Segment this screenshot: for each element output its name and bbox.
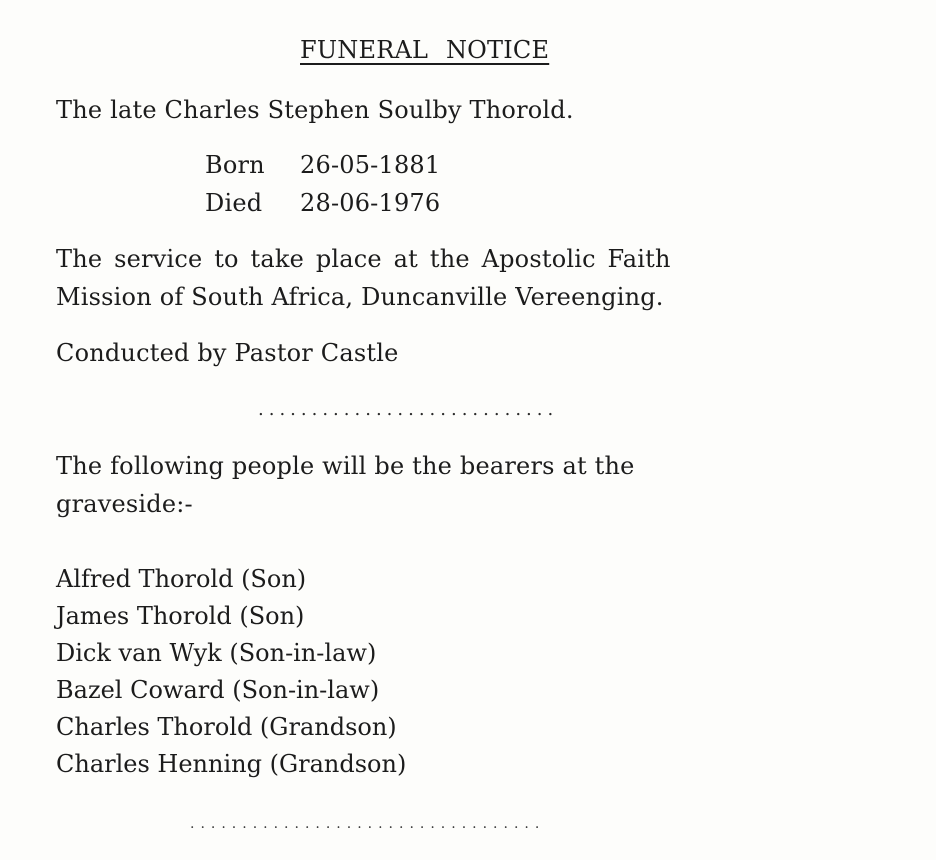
conducted-by-line: Conducted by Pastor Castle xyxy=(56,339,399,367)
died-row xyxy=(205,188,440,218)
service-line-1: The service to take place at the Apostolic Faith xyxy=(56,245,671,273)
bearer-item: Charles Henning (Grandson) xyxy=(56,750,407,778)
bearer-item: James Thorold (Son) xyxy=(56,602,305,630)
bearer-list xyxy=(56,561,406,783)
bearer-item: Alfred Thorold (Son) xyxy=(56,565,307,593)
deceased-name-line: The late Charles Stephen Soulby Thorold. xyxy=(56,96,574,124)
born-label: Born xyxy=(205,151,265,179)
bearer-item: Dick van Wyk (Son-in-law) xyxy=(56,639,377,667)
notice-title: FUNERAL NOTICE xyxy=(300,36,550,64)
dotted-separator-1: ............................ xyxy=(258,399,559,420)
born-date: 26-05-1881 xyxy=(300,151,441,179)
bearer-item: Bazel Coward (Son-in-law) xyxy=(56,676,380,704)
bearers-intro-line-1: The following people will be the bearers at the xyxy=(56,452,635,480)
dotted-separator-2: .................................. xyxy=(190,816,546,832)
service-line-2: Mission of South Africa, Duncanville Vereenging. xyxy=(56,283,664,311)
bearers-intro-line-2: graveside:- xyxy=(56,490,193,518)
bearer-item: Charles Thorold (Grandson) xyxy=(56,713,397,741)
born-row xyxy=(205,150,440,180)
died-date: 28-06-1976 xyxy=(300,189,441,217)
died-label: Died xyxy=(205,189,263,217)
